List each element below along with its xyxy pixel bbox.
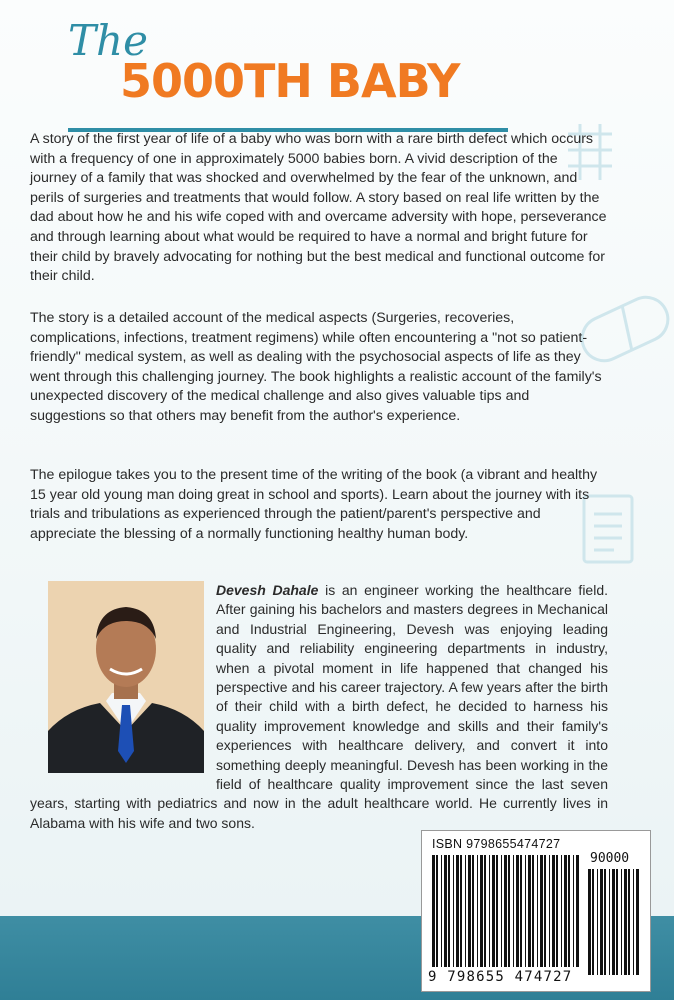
ean-barcode — [432, 855, 582, 969]
barcode-bar — [453, 855, 454, 967]
barcode-bar — [501, 855, 502, 967]
barcode-bar — [508, 855, 510, 967]
barcode-bar — [597, 869, 598, 975]
barcode-bar — [444, 855, 447, 967]
barcode-bar — [456, 855, 459, 967]
ean-digits: 9 798655 474727 — [428, 969, 573, 985]
barcode-bar — [525, 855, 526, 967]
barcode-bar — [465, 855, 466, 967]
isbn-label: ISBN 9798655474727 — [432, 837, 561, 851]
price-code: 90000 — [590, 851, 630, 866]
price-addon-barcode — [588, 869, 640, 981]
barcode-bar — [460, 855, 462, 967]
barcode-bar — [468, 855, 471, 967]
barcode-box — [421, 830, 651, 992]
barcode-bar — [564, 855, 567, 967]
barcode-bar — [576, 855, 579, 967]
author-bio-text: is an engineer working the healthcare field. After gaining his bachelors and masters degrees in Mechanical and Industrial Engineering, Devesh was enjoying leading quality and reliability engineering departments in industry, when a pivotal moment in life happened that changed his perspective and his career trajectory. A few years after the birth of their child with a birth defect, he decided to harness his quality improvement knowledge and skills and their family's experiences with healthcare delivery, and convert it into something deeply meaningful. Devesh has been working in the field of healthcare quality improvement since the last seven years, starting with pediatrics and now in the adult healthcare world. He currently lives in Alabama with his wife and two sons. — [30, 582, 608, 831]
author-name: Devesh Dahale — [216, 582, 319, 598]
barcode-bar — [549, 855, 550, 967]
barcode-bar — [621, 869, 622, 975]
barcode-bar — [600, 869, 603, 975]
barcode-bar — [556, 855, 558, 967]
title-main: 5000TH BABY — [120, 54, 460, 108]
title-prefix: The — [68, 16, 148, 65]
barcode-bar — [540, 855, 543, 967]
barcode-bar — [513, 855, 514, 967]
barcode-bar — [441, 855, 442, 967]
barcode-bar — [492, 855, 495, 967]
barcode-bar — [504, 855, 507, 967]
barcode-bar — [532, 855, 534, 967]
barcode-bar — [448, 855, 450, 967]
barcode-bar — [528, 855, 531, 967]
barcode-bar — [496, 855, 498, 967]
barcode-bar — [516, 855, 519, 967]
synopsis-paragraph-1: A story of the first year of life of a baby who was born with a rare birth defect which occurs with a frequency of one in approximately 5000 babies born. A vivid description of the journey of a family that was shocked and overwhelmed by the fear of the unknown, and perils of surgeries and treatments that would follow. A story based on real life written by the dad about how he and his wife coped with and overcame adversity with hope, perseverance and through learning about what would be required to have a normal and bright future for their child by bravely advocating for nothing but the best medical and functional outcome for their child. — [30, 131, 607, 285]
barcode-bar — [616, 869, 618, 975]
barcode-bar — [633, 869, 634, 975]
barcode-bar — [561, 855, 562, 967]
barcode-bar — [624, 869, 627, 975]
barcode-bar — [609, 869, 610, 975]
barcode-bar — [592, 869, 594, 975]
barcode-bar — [636, 869, 639, 975]
synopsis-paragraph-2: The story is a detailed account of the medical aspects (Surgeries, recoveries, complications, infections, treatment regimens) while often encountering a "not so patient-friendly" medical system, as well as dealing with the psychosocial aspects of life as they went through this challenging journey. The book highlights a realistic account of the family's unexpected discovery of the medical challenge and also gives valuable tips and suggestions so that others may benefit from the author's experience. — [30, 310, 602, 424]
barcode-bar — [520, 855, 522, 967]
barcode-bar — [568, 855, 570, 967]
synopsis-paragraph-3: The epilogue takes you to the present time of the writing of the book (a vibrant and healthy 15 year old young man doing great in school and sports). Learn about the journey with its trials and tribulations as experienced through the patient/parent's perspective and appreciate the blessing of a normally functioning healthy human body. — [30, 467, 598, 542]
barcode-bar — [477, 855, 478, 967]
barcode-bar — [612, 869, 615, 975]
barcode-bar — [472, 855, 474, 967]
barcode-bar — [436, 855, 438, 967]
barcode-bar — [432, 855, 435, 967]
barcode-bar — [604, 869, 606, 975]
book-title — [68, 16, 468, 116]
barcode-bar — [489, 855, 490, 967]
barcode-bar — [552, 855, 555, 967]
barcode-bar — [537, 855, 538, 967]
barcode-bar — [573, 855, 574, 967]
barcode-bar — [544, 855, 546, 967]
author-bio — [30, 581, 608, 833]
barcode-bar — [588, 869, 591, 975]
barcode-bar — [484, 855, 486, 967]
barcode-bar — [628, 869, 630, 975]
barcode-bar — [480, 855, 483, 967]
